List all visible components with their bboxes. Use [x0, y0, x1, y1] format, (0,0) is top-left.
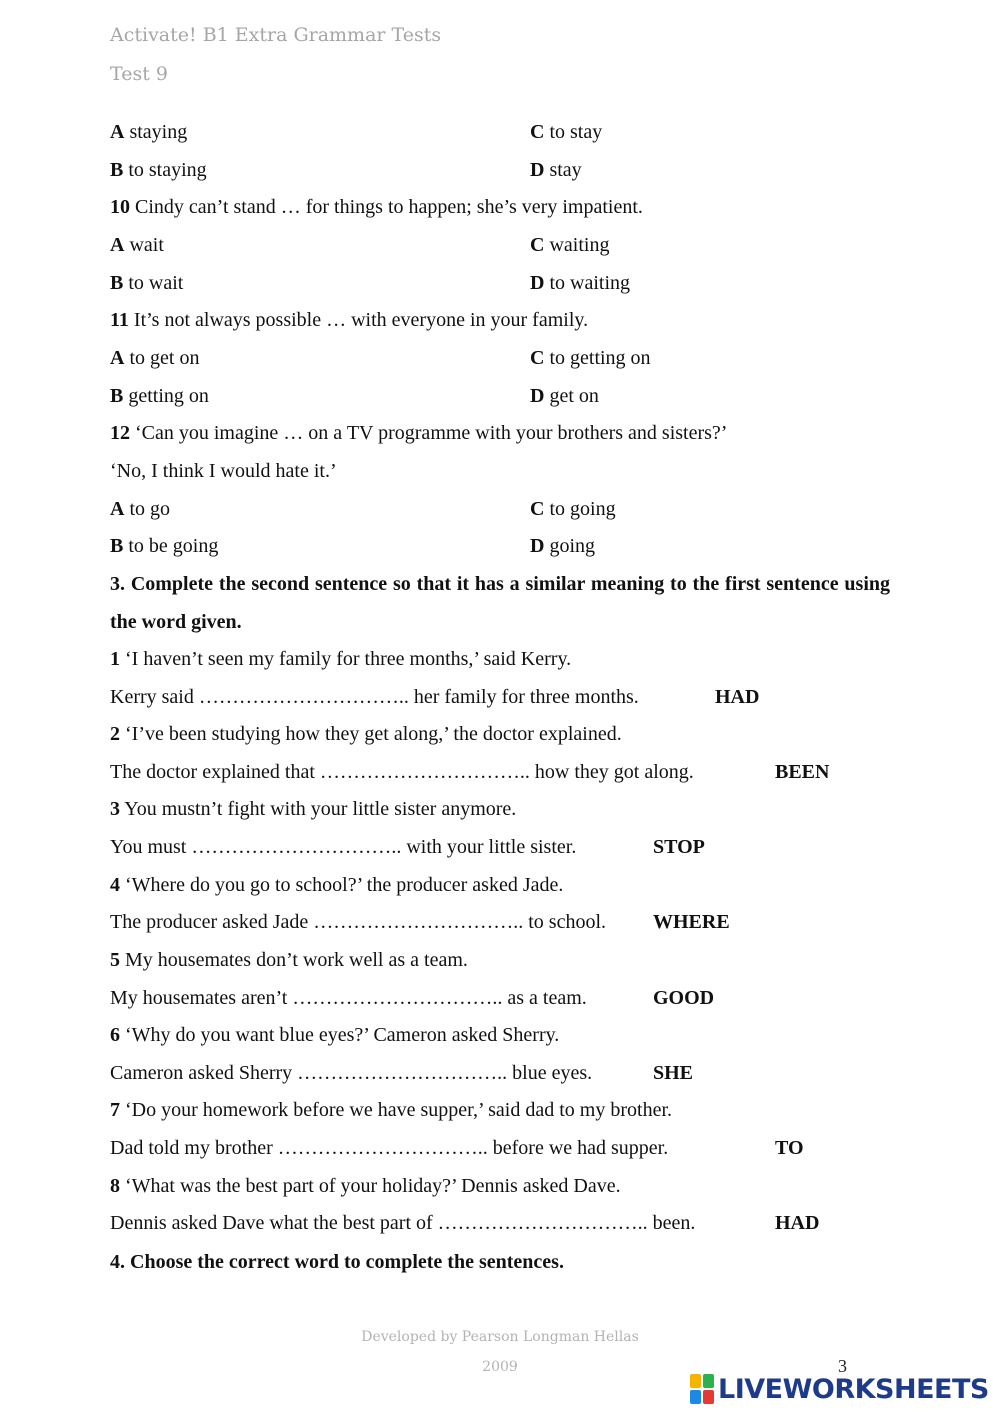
s3-item-3-prompt: 3 You mustn’t fight with your little sister anymore.: [110, 798, 517, 820]
liveworksheets-logo-icon: [690, 1374, 714, 1404]
logo-square-yellow: [690, 1374, 701, 1388]
q11-option-a: A to get on: [110, 347, 200, 369]
s3-item-4-keyword: WHERE: [653, 911, 730, 933]
q9-option-b: B to staying: [110, 159, 207, 181]
section-4-instructions: 4. Choose the correct word to complete the sentences.: [110, 1251, 564, 1273]
q11-option-c: C to getting on: [530, 347, 651, 369]
s3-item-3-keyword: STOP: [653, 836, 705, 858]
s3-item-1-keyword: HAD: [715, 686, 760, 708]
s3-item-1-answer: Kerry said ………………………….. her family for three months.: [110, 686, 639, 708]
q10-option-b: B to wait: [110, 272, 184, 294]
logo-square-blue: [690, 1390, 701, 1404]
q10-option-c: C waiting: [530, 234, 610, 256]
s3-item-7-answer: Dad told my brother ………………………….. before we had supper.: [110, 1137, 669, 1159]
logo-square-green: [703, 1374, 714, 1388]
s3-item-3-answer: You must ………………………….. with your little sister.: [110, 836, 577, 858]
s3-item-6-keyword: SHE: [653, 1062, 694, 1084]
s3-item-7-prompt: 7 ‘Do your homework before we have supper,’ said dad to my brother.: [110, 1099, 673, 1121]
s3-item-5-keyword: GOOD: [653, 987, 715, 1009]
q10-prompt: 10 Cindy can’t stand … for things to happen; she’s very impatient.: [110, 196, 643, 218]
q10-option-d: D to waiting: [530, 272, 630, 294]
s3-item-1-prompt: 1 ‘I haven’t seen my family for three months,’ said Kerry.: [110, 648, 572, 670]
q11-option-d: D get on: [530, 385, 599, 407]
s3-item-4-prompt: 4 ‘Where do you go to school?’ the producer asked Jade.: [110, 874, 564, 896]
s3-item-5-prompt: 5 My housemates don’t work well as a team.: [110, 949, 468, 971]
liveworksheets-logo-text: LIVEWORKSHEETS: [718, 1373, 989, 1405]
q11-prompt: 11 It’s not always possible … with everyone in your family.: [110, 309, 589, 331]
q12-prompt: 12 ‘Can you imagine … on a TV programme with your brothers and sisters?’: [110, 422, 728, 444]
q9-option-a: A staying: [110, 121, 188, 143]
section-3-instructions: 3. Complete the second sentence so that it has a similar meaning to the first sentence using the word given.: [110, 573, 890, 633]
s3-item-5-answer: My housemates aren’t ………………………….. as a team.: [110, 987, 587, 1009]
q12-option-b: B to be going: [110, 535, 219, 557]
q10-option-a: A wait: [110, 234, 164, 256]
q12-option-a: A to go: [110, 498, 171, 520]
s3-item-8-answer: Dennis asked Dave what the best part of ………………………….. been.: [110, 1212, 696, 1234]
s3-item-8-keyword: HAD: [775, 1212, 820, 1234]
document-title: Activate! B1 Extra Grammar Tests: [110, 24, 442, 46]
s3-item-7-keyword: TO: [775, 1137, 804, 1159]
logo-square-red: [703, 1390, 714, 1404]
s3-item-2-answer: The doctor explained that ………………………….. how they got along.: [110, 761, 694, 783]
s3-item-6-answer: Cameron asked Sherry ………………………….. blue eyes.: [110, 1062, 593, 1084]
q12-option-c: C to going: [530, 498, 616, 520]
s3-item-2-keyword: BEEN: [775, 761, 830, 783]
s3-item-8-prompt: 8 ‘What was the best part of your holiday?’ Dennis asked Dave.: [110, 1175, 621, 1197]
footer-year: 2009: [482, 1359, 518, 1375]
q11-option-b: B getting on: [110, 385, 209, 407]
s3-item-6-prompt: 6 ‘Why do you want blue eyes?’ Cameron asked Sherry.: [110, 1024, 560, 1046]
s3-item-4-answer: The producer asked Jade ………………………….. to school.: [110, 911, 607, 933]
q12-option-d: D going: [530, 535, 596, 557]
footer-developer: Developed by Pearson Longman Hellas: [361, 1329, 639, 1345]
q9-option-d: D stay: [530, 159, 582, 181]
q12-prompt-reply: ‘No, I think I would hate it.’: [110, 460, 337, 482]
liveworksheets-logo: [690, 1372, 989, 1406]
q9-option-c: C to stay: [530, 121, 603, 143]
test-label: Test 9: [110, 63, 168, 85]
page-number: 3: [838, 1356, 847, 1376]
s3-item-2-prompt: 2 ‘I’ve been studying how they get along,’ the doctor explained.: [110, 723, 622, 745]
